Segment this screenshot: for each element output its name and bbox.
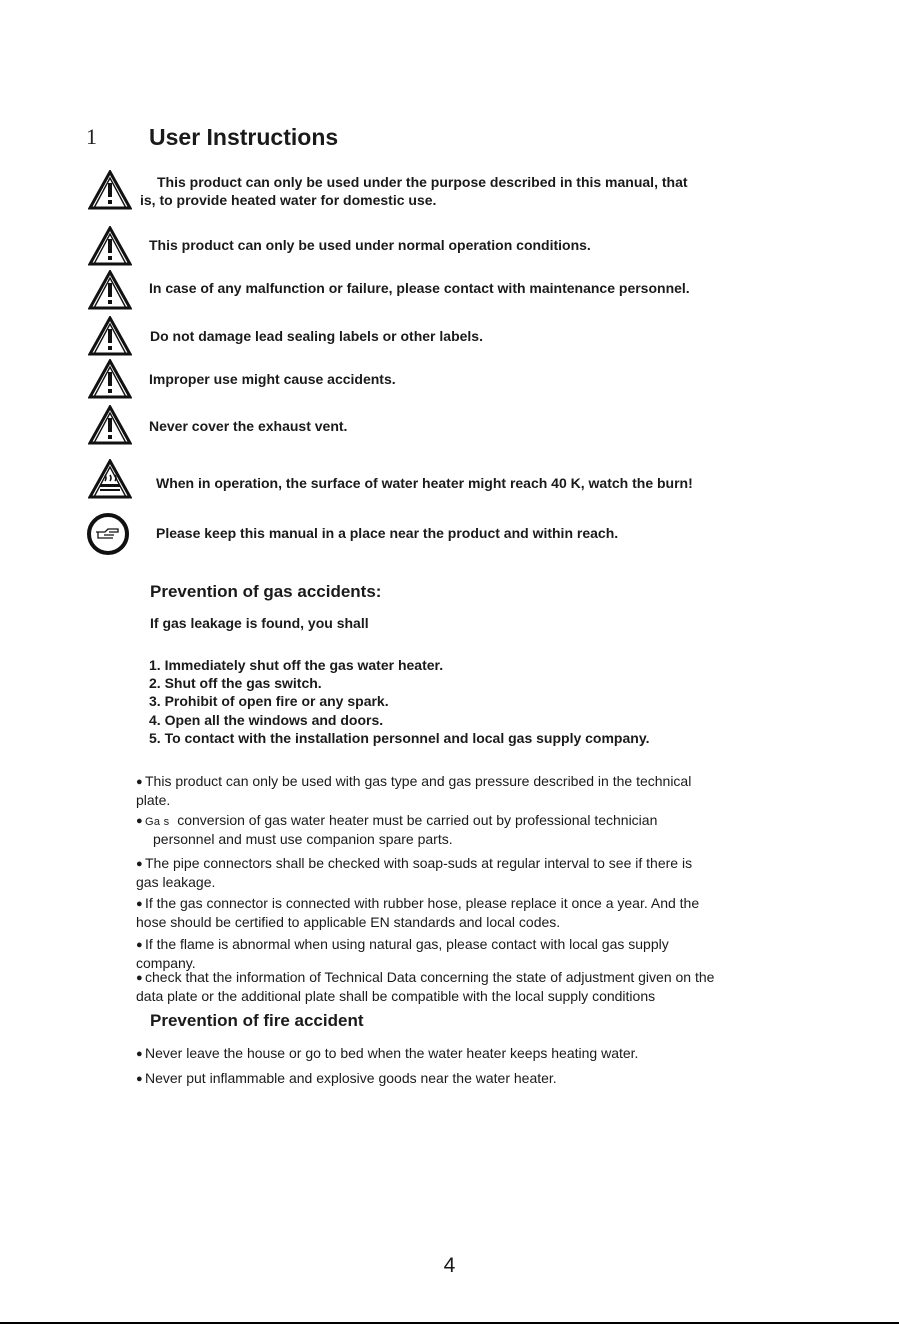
warning-triangle-icon	[88, 170, 132, 210]
bullet-paragraph: ● Ga s conversion of gas water heater must be carried out by professional technician personnel and must use companion spare parts.	[136, 812, 658, 847]
list-item: 5. To contact with the installation personnel and local gas supply company.	[149, 729, 650, 746]
bullet-paragraph: ● Never put inflammable and explosive goods near the water heater.	[136, 1070, 557, 1086]
bullet-icon: ●	[136, 815, 143, 827]
warning-triangle-icon	[88, 405, 132, 445]
list-item: 1. Immediately shut off the gas water heater.	[149, 657, 444, 673]
bullet-icon: ●	[136, 776, 143, 788]
section-number: 1	[86, 124, 97, 149]
bullet-icon: ●	[136, 972, 143, 984]
warning-triangle-icon	[88, 270, 132, 310]
hot-surface-icon	[88, 459, 132, 499]
warning-text: This product can only be used under the purpose described in this manual, that	[157, 174, 688, 190]
list-item: 2. Shut off the gas switch.	[149, 675, 322, 692]
pointing-hand-icon	[86, 512, 130, 556]
warning-text: When in operation, the surface of water heater might reach 40 K, watch the burn!	[156, 475, 693, 491]
warning-text: This product can only be used under normal operation conditions.	[149, 237, 591, 253]
list-item: 4. Open all the windows and doors.	[149, 711, 384, 728]
intro-text: If gas leakage is found, you shall	[150, 615, 369, 631]
section-heading: Prevention of fire accident	[150, 1011, 364, 1030]
bullet-icon: ●	[136, 898, 143, 910]
steps-list	[149, 656, 649, 747]
section-heading: Prevention of gas accidents:	[150, 582, 382, 601]
bullet-icon: ●	[136, 939, 143, 951]
warning-text: Never cover the exhaust vent.	[149, 418, 348, 434]
bullet-paragraph: ● Never leave the house or go to bed when the water heater keeps heating water.	[136, 1045, 639, 1061]
page-number: 4	[443, 1254, 456, 1277]
warning-text: Improper use might cause accidents.	[149, 371, 396, 387]
bullet-paragraph: ● The pipe connectors shall be checked with soap-suds at regular interval to see if there is gas leakage.	[136, 855, 693, 890]
warning-triangle-icon	[88, 359, 132, 399]
bullet-paragraph: ● If the flame is abnormal when using natural gas, please contact with local gas supply company.	[136, 936, 669, 971]
bullet-paragraph: ● check that the information of Technical Data concerning the state of adjustment given on the data plate or the additional plate shall be compatible with the local supply conditions	[136, 969, 715, 1004]
list-item: 3. Prohibit of open fire or any spark.	[149, 693, 389, 710]
warning-text: is, to provide heated water for domestic use.	[140, 192, 437, 208]
note-text: Please keep this manual in a place near the product and within reach.	[156, 525, 619, 541]
warning-triangle-icon	[88, 316, 132, 356]
bullet-icon: ●	[136, 1073, 143, 1085]
warning-text: Do not damage lead sealing labels or other labels.	[150, 328, 483, 344]
bullet-paragraph: ● This product can only be used with gas type and gas pressure described in the technical plate.	[136, 773, 692, 808]
bullet-icon: ●	[136, 858, 143, 870]
warning-triangle-icon	[88, 226, 132, 266]
page-title: User Instructions	[149, 124, 339, 150]
bullet-icon: ●	[136, 1048, 143, 1060]
warning-text: In case of any malfunction or failure, please contact with maintenance personnel.	[149, 280, 690, 296]
bullet-paragraph: ● If the gas connector is connected with rubber hose, please replace it once a year. And the hose should be certified to applicable EN standards and local codes.	[136, 895, 700, 930]
